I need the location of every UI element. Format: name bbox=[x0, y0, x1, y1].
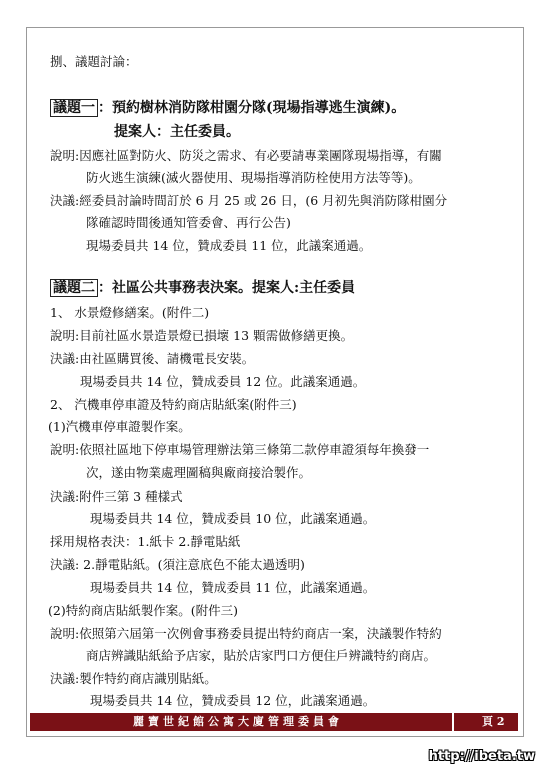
item2-sub1-resolution: 決議:由社區購買後、請機電長安裝。 bbox=[50, 351, 255, 366]
page-number: 頁 2 bbox=[482, 715, 505, 728]
item1-vote: 現場委員共 14 位，贊成委員 11 位，此議案通過。 bbox=[86, 238, 372, 253]
item2-sub2b-resolution: 決議:製作特約商店識別貼紙。 bbox=[50, 671, 217, 686]
item1-resolution-2: 隊確認時間後通知管委會、再行公告) bbox=[86, 215, 291, 230]
item1-title: ：預約樹林消防隊柑園分隊(現場指導逃生演練)。 bbox=[98, 100, 406, 116]
item2-title: ：社區公共事務表決案。提案人:主任委員 bbox=[98, 280, 356, 296]
page-footer bbox=[30, 713, 518, 731]
item2-sub1-explain: 說明:目前社區水景造景燈已損壞 13 顆需做修繕更換。 bbox=[50, 328, 354, 343]
item2-sub1-vote: 現場委員共 14 位，贊成委員 12 位。此議案通過。 bbox=[80, 374, 366, 389]
item2-sub2b-explain-1: 說明:依照第六屆第一次例會事務委員提出特約商店一案，決議製作特約 bbox=[50, 626, 442, 641]
item2-sub2b-explain-2: 商店辨識貼紙給予店家，貼於店家門口方便住戶辨識特約商店。 bbox=[86, 648, 437, 663]
item2-spec-vote: 採用規格表決：1.紙卡 2.靜電貼紙 bbox=[50, 534, 241, 549]
item2-sub2a-explain-1: 說明:依照社區地下停車場管理辦法第三條第二款停車證須每年換發一 bbox=[50, 442, 430, 457]
item2-spec-resolution: 決議: 2.靜電貼紙。(須注意底色不能太過透明) bbox=[50, 557, 305, 572]
item1-explain-2: 防火逃生演練(滅火器使用、現場指導消防栓使用方法等等)。 bbox=[86, 170, 421, 185]
item2-tag: 議題二 bbox=[50, 279, 98, 297]
footer-divider bbox=[452, 713, 454, 731]
item1-explain-1: 說明:因應社區對防火、防災之需求、有必要請專業團隊現場指導，有關 bbox=[50, 148, 442, 163]
item2-sub2a-resolution: 決議:附件三第 3 種樣式 bbox=[50, 489, 183, 504]
item2-sub2a-explain-2: 次，遂由物業處理圖稿與廠商接洽製作。 bbox=[86, 465, 312, 480]
footer-organization: 麗寶世紀館公寓大廈管理委員會 bbox=[133, 715, 343, 728]
item1-resolution-1: 決議:經委員討論時間訂於 6 月 25 或 26 日，(6 月初先與消防隊柑園分 bbox=[50, 193, 448, 208]
item2-sub2b-heading: (2)特約商店貼紙製作案。(附件三) bbox=[48, 603, 238, 618]
item2-spec-count: 現場委員共 14 位，贊成委員 11 位，此議案通過。 bbox=[90, 580, 376, 595]
item2-sub2b-vote: 現場委員共 14 位，贊成委員 12 位，此議案通過。 bbox=[90, 693, 376, 708]
item2-sub2-heading: 2、 汽機車停車證及特約商店貼紙案(附件三) bbox=[50, 397, 297, 412]
item1-title-line bbox=[50, 100, 405, 116]
section-heading: 捌、議題討論： bbox=[50, 54, 138, 69]
item1-proposer: 提案人：主任委員。 bbox=[114, 124, 240, 140]
watermark-url: http://ibeta.tw bbox=[428, 749, 535, 764]
item1-tag: 議題一 bbox=[50, 99, 98, 117]
item2-sub2a-vote: 現場委員共 14 位，贊成委員 10 位，此議案通過。 bbox=[90, 511, 376, 526]
item2-sub2a-heading: (1)汽機車停車證製作案。 bbox=[48, 419, 191, 434]
item2-sub1-heading: 1、 水景燈修繕案。(附件二) bbox=[50, 305, 210, 320]
item2-title-line bbox=[50, 280, 355, 296]
